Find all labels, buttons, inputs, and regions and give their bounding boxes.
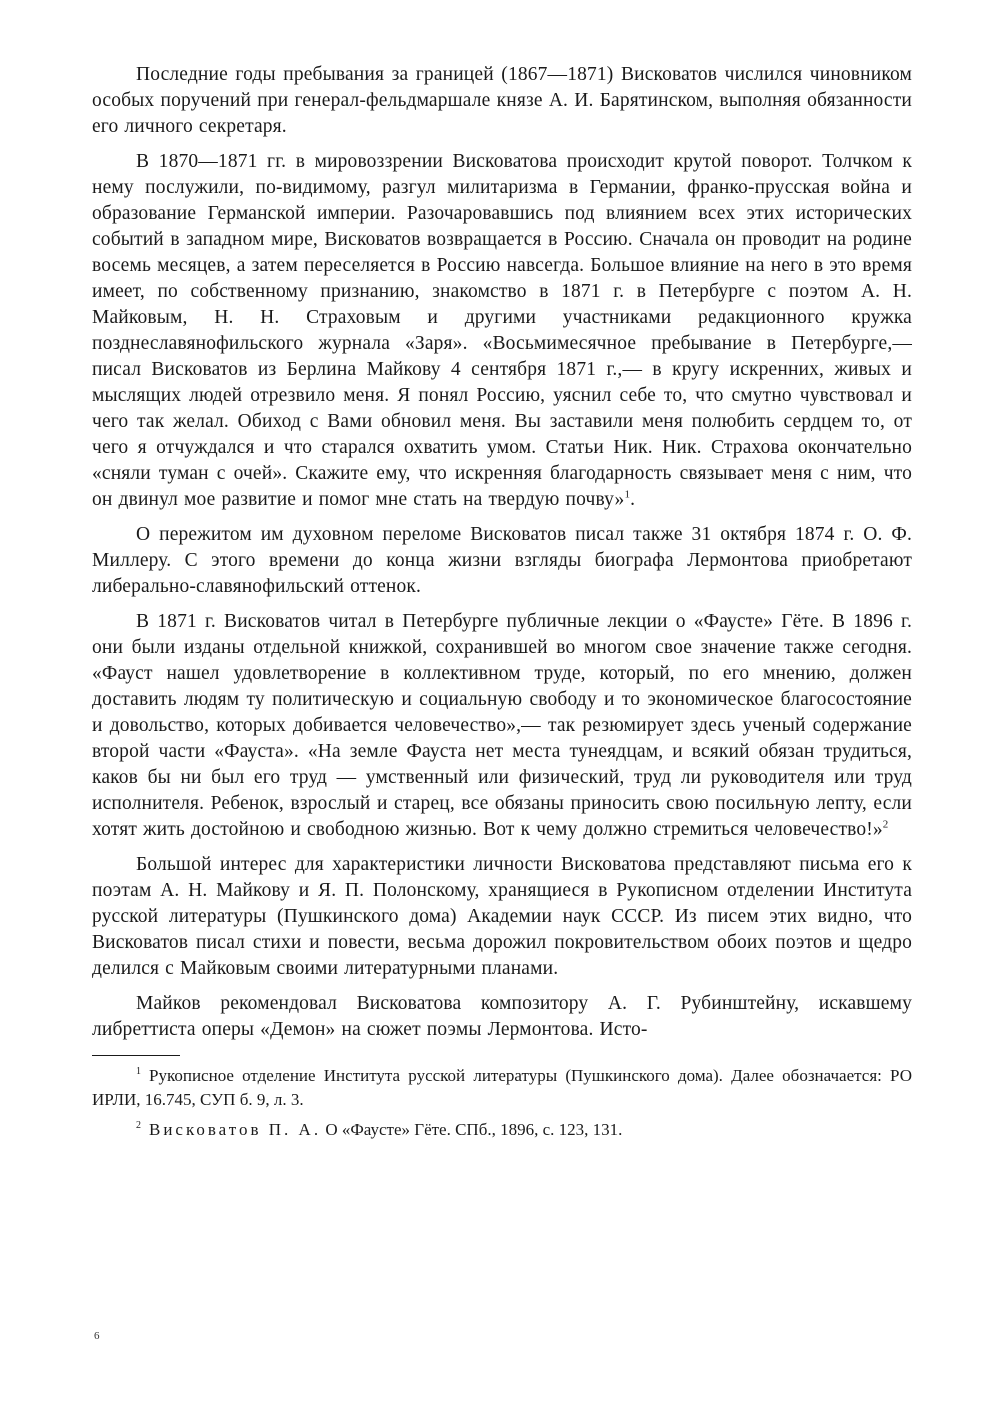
paragraph-3 (92, 522, 912, 600)
paragraph-4 (92, 609, 912, 843)
paragraph-6-text: Майков рекомендовал Висковатова композитору А. Г. Рубинштейну, искавшему либреттиста оперы «Демон» на сюжет поэмы Лермонтова. Исто- (92, 993, 912, 1040)
footnote-2 (92, 1118, 912, 1142)
paragraph-2: В 1870—1871 гг. в мировоззрении Висковатова происходит крутой поворот. Толчком к нему послужили, по-видимому, разгул милитаризма в Германии, франко-прусская война и образование Германской империи. Разочаровавшись под влиянием всех этих исторических событий в западном мире, Висковатов возвращается в Россию. Сначала он проводит на родине восемь месяцев, а затем переселяется в Россию навсегда. Большое влияние на него в это время имеет, по собственному признанию, знакомство в 1871 г. в Петербурге с поэтом А. Н. Майковым, Н. Н. Страховым и другими участниками редакционного кружка позднеславянофильского журнала «Заря». «Восьмимесячное пребывание в Петербурге,— писал Висковатов из Берлина Майкову 4 сентября 1871 г.,— в кругу искренних, живых и мыслящих людей отрезвило меня. Я понял Россию, уяснил себе то, что смутно чувствовал и чего так желал. Обиход с Вами обновил меня. Вы заставили меня полюбить сердцем то, от чего я отчуждался и что старался охватить умом. Статьи Ник. Ник. Страхова окончательно «сняли туман с очей». Скажите ему, что искренняя благодарность связывает меня с ним, что он двинул мое развитие и помог мне стать на твердую почву»$^1$. (92, 151, 912, 510)
footnote-divider (92, 1055, 180, 1056)
footnote-2-number: 2 (136, 1120, 141, 1132)
footnote-2-author: Висковатов П. А. (149, 1120, 322, 1139)
footnote-ref-2[interactable]: 2 (882, 818, 889, 831)
paragraph-4-text: В 1871 г. Висковатов читал в Петербурге публичные лекции о «Фаусте» Гёте. В 1896 г. они были изданы отдельной книжкой, сохранившей во многом свое значение также сегодня. «Фауст нашел удовлетворение в коллективном труде, который, по его мнению, должен доставить людям ту политическую и социальную свободу и то экономическое благосостояние и довольство, которых добивается человечество»,— так резюмирует здесь ученый содержание второй части «Фауста». «На земле Фауста нет места тунеядцам, и всякий обязан трудиться, каков бы ни был его труд — умственный или физический, труд ли руководителя или труд исполнителя. Ребенок, взрослый и старец, все обязаны приносить свою посильную лепту, если хотят жить достойною и свободною жизнью. Вот к чему должно стремиться человечество!» (92, 611, 912, 840)
paragraph-1 (92, 62, 912, 140)
document-page (92, 62, 912, 1148)
paragraph-6 (92, 991, 912, 1043)
footnote-2-text: О «Фаусте» Гёте. СПб., 1896, с. 123, 131. (321, 1120, 623, 1139)
footnote-1 (92, 1064, 912, 1112)
paragraph-5 (92, 852, 912, 982)
paragraph-2-text: В 1870—1871 гг. в мировоззрении Висковатова происходит крутой поворот. Толчком к нему послужили, по-видимому, разгул милитаризма в Германии, франко-прусская война и образование Германской империи. Разочаровавшись под влиянием всех этих исторических событий в западном мире, Висковатов возвращается в Россию. Сначала он проводит на родине восемь месяцев, а затем переселяется в Россию навсегда. Большое влияние на него в это время имеет, по собственному признанию, знакомство в 1871 г. в Петербурге с поэтом А. Н. Майковым, Н. Н. Страховым и другими участниками редакционного кружка позднеславянофильского журнала «Заря». «Восьмимесячное пребывание в Петербурге,— писал Висковатов из Берлина Майкову 4 сентября 1871 г.,— в кругу искренних, живых и мыслящих людей отрезвило меня. Я понял Россию, уяснил себе то, что смутно чувствовал и чего так желал. Обиход с Вами обновил меня. Вы заставили меня полюбить сердцем то, от чего я отчуждался и что старался охватить умом. Статьи Ник. Ник. Страхова окончательно «сняли туман с очей». Скажите ему, что искренняя благодарность связывает меня с ним, что он двинул мое развитие и помог мне стать на твердую почву» (92, 151, 912, 510)
page-number: 6 (94, 1330, 100, 1342)
paragraph-5-text: Большой интерес для характеристики личности Висковатова представляют письма его к поэтам А. Н. Майкову и Я. П. Полонскому, хранящиеся в Рукописном отделении Института русской литературы (Пушкинского дома) Академии наук СССР. Из писем этих видно, что Висковатов писал стихи и повести, весьма дорожил покровительством обоих поэтов и щедро делился с Майковым своими литературными планами. (92, 854, 912, 979)
footnote-ref-1[interactable]: 1 (624, 488, 631, 501)
footnotes-section (92, 1055, 912, 1142)
footnote-1-number: 1 (136, 1066, 141, 1078)
paragraph-3-text: О пережитом им духовном переломе Висковатов писал также 31 октября 1874 г. О. Ф. Миллеру. С этого времени до конца жизни взгляды биографа Лермонтова приобретают либерально-славянофильский оттенок. (92, 524, 912, 597)
footnote-1-text: Рукописное отделение Института русской литературы (Пушкинского дома). Далее обозначается: РО ИРЛИ, 16.745, СУП б. 9, л. 3. (92, 1066, 912, 1109)
paragraph-1-text: Последние годы пребывания за границей (1867—1871) Висковатов числился чиновником особых поручений при генерал-фельдмаршале князе А. И. Барятинском, выполняя обязанности его личного секретаря. (92, 64, 912, 137)
